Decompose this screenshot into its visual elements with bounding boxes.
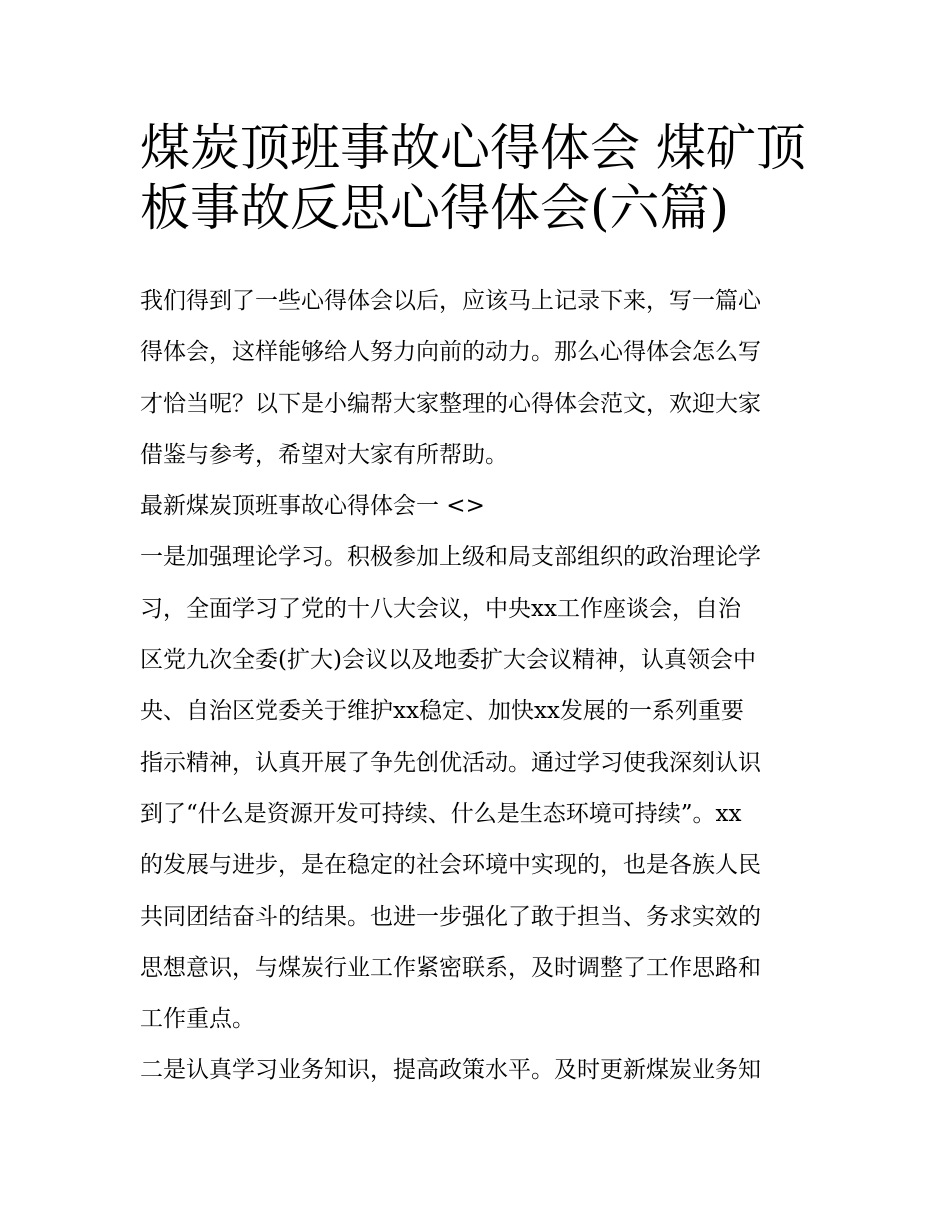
body-line: 才恰当呢？以下是小编帮大家整理的心得体会范文，欢迎大家 xyxy=(140,390,761,417)
body-line: 的发展与进步，是在稳定的社会环境中实现的，也是各族人民 xyxy=(140,852,761,879)
body-line: 一是加强理论学习。积极参加上级和局支部组织的政治理论学 xyxy=(140,544,761,571)
section-heading: 最新煤炭顶班事故心得体会一 <> xyxy=(140,493,485,520)
document-title: 煤炭顶班事故心得体会 煤矿顶 板事故反思心得体会(六篇) xyxy=(140,119,806,237)
body-line: 到了“什么是资源开发可持续、什么是生态环境可持续”。xx xyxy=(140,800,742,827)
body-line: 央、自治区党委关于维护xx稳定、加快xx发展的一系列重要 xyxy=(140,698,744,725)
body-line: 我们得到了一些心得体会以后，应该马上记录下来，写一篇心 xyxy=(140,288,761,314)
body-line: 区党九次全委(扩大)会议以及地委扩大会议精神，认真领会中 xyxy=(140,647,756,674)
document-body xyxy=(140,283,820,1104)
body-line: 思想意识，与煤炭行业工作紧密联系，及时调整了工作思路和 xyxy=(140,954,761,981)
body-line: 工作重点。 xyxy=(140,1006,255,1033)
body-line: 共同团结奋斗的结果。也进一步强化了敢于担当、务求实效的 xyxy=(140,903,761,930)
body-line: 习，全面学习了党的十八大会议，中央xx工作座谈会，自治 xyxy=(140,595,741,622)
body-line: 指示精神，认真开展了争先创优活动。通过学习使我深刻认识 xyxy=(140,749,761,776)
body-line: 借鉴与参考，希望对大家有所帮助。 xyxy=(140,441,508,468)
body-line: 二是认真学习业务知识，提高政策水平。及时更新煤炭业务知 xyxy=(140,1057,761,1084)
body-line: 得体会，这样能够给人努力向前的动力。那么心得体会怎么写 xyxy=(140,339,761,366)
